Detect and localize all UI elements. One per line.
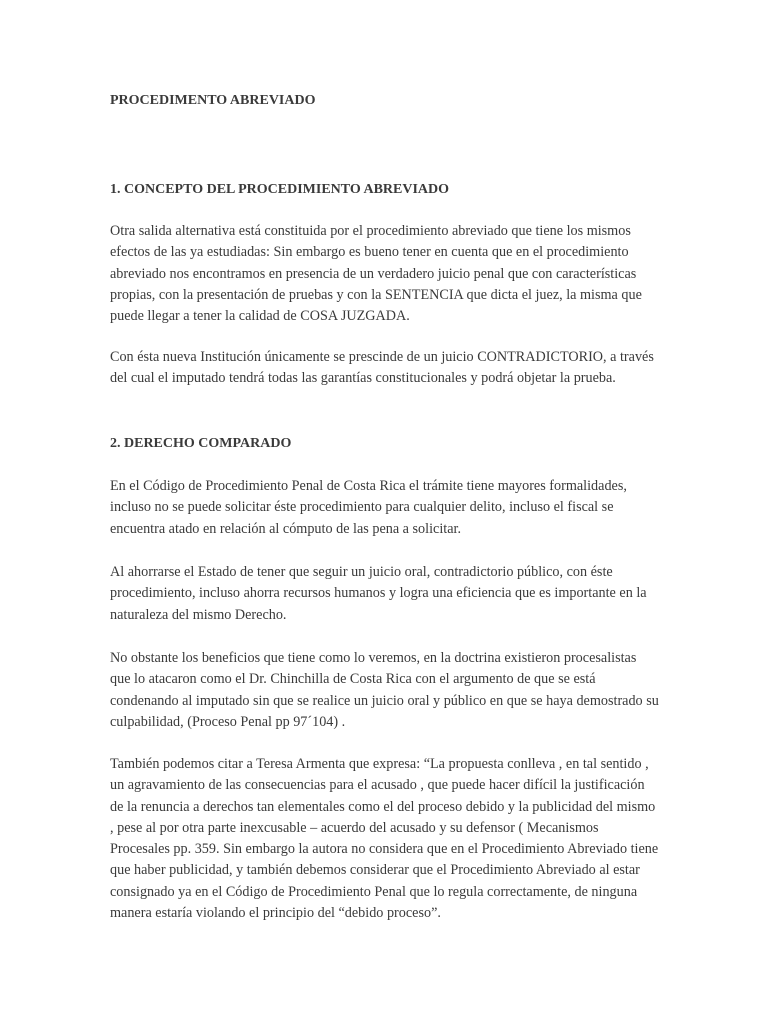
paragraph: Otra salida alternativa está constituida por el procedimiento abreviado que tiene los mismos efectos de las ya estudiadas: Sin embargo es bueno tener en cuenta que en el procedimiento abreviado nos encontramos en presencia de un verdadero juicio penal que con características propias, con la presentación de pruebas y con la SENTENCIA que dicta el juez, la misma que puede llegar a tener la calidad de COSA JUZGADA. [110, 223, 642, 325]
section-heading-derecho-comparado: 2. DERECHO COMPARADO [110, 436, 292, 451]
section-heading-concepto: 1. CONCEPTO DEL PROCEDIMIENTO ABREVIADO [110, 182, 450, 197]
paragraph: No obstante los beneficios que tiene como lo veremos, en la doctrina existieron procesalistas que lo atacaron como el Dr. Chinchilla de Costa Rica con el argumento de que se está condenando al imputado sin que se realice un juicio oral y público en que se haya demostrado su culpabilidad, (Proceso Penal pp 97´104) . [110, 650, 659, 730]
paragraph: En el Código de Procedimiento Penal de Costa Rica el trámite tiene mayores formalidades, incluso no se puede solicitar éste procedimiento para cualquier delito, incluso el fiscal se encuentra atado en relación al cómputo de las pena a solicitar. [110, 478, 627, 537]
paragraph: También podemos citar a Teresa Armenta que expresa: “La propuesta conlleva , en tal sentido , un agravamiento de las consecuencias para el acusado , que puede hacer difícil la justificación de la renuncia a derechos tan elementales como el del proceso debido y la publicidad del mismo , pese al por otra parte inexcusable – acuerdo del acusado y su defensor ( Mecanismos Procesales pp. 359. Sin embargo la autora no considera que en el Procedimiento Abreviado tiene que haber publicidad, y también debemos considerar que el Procedimiento Abreviado al estar consignado ya en el Código de Procedimiento Penal que lo regula correctamente, de ninguna manera estaría violando el principio del “debido proceso”. [110, 756, 659, 922]
document-title: PROCEDIMENTO ABREVIADO [110, 93, 316, 108]
paragraph: Al ahorrarse el Estado de tener que seguir un juicio oral, contradictorio público, con éste procedimiento, incluso ahorra recursos humanos y logra una eficiencia que es importante en la naturaleza del mismo Derecho. [110, 564, 647, 623]
paragraph: Con ésta nueva Institución únicamente se prescinde de un juicio CONTRADICTORIO, a través del cual el imputado tendrá todas las garantías constitucionales y podrá objetar la prueba. [110, 349, 654, 387]
